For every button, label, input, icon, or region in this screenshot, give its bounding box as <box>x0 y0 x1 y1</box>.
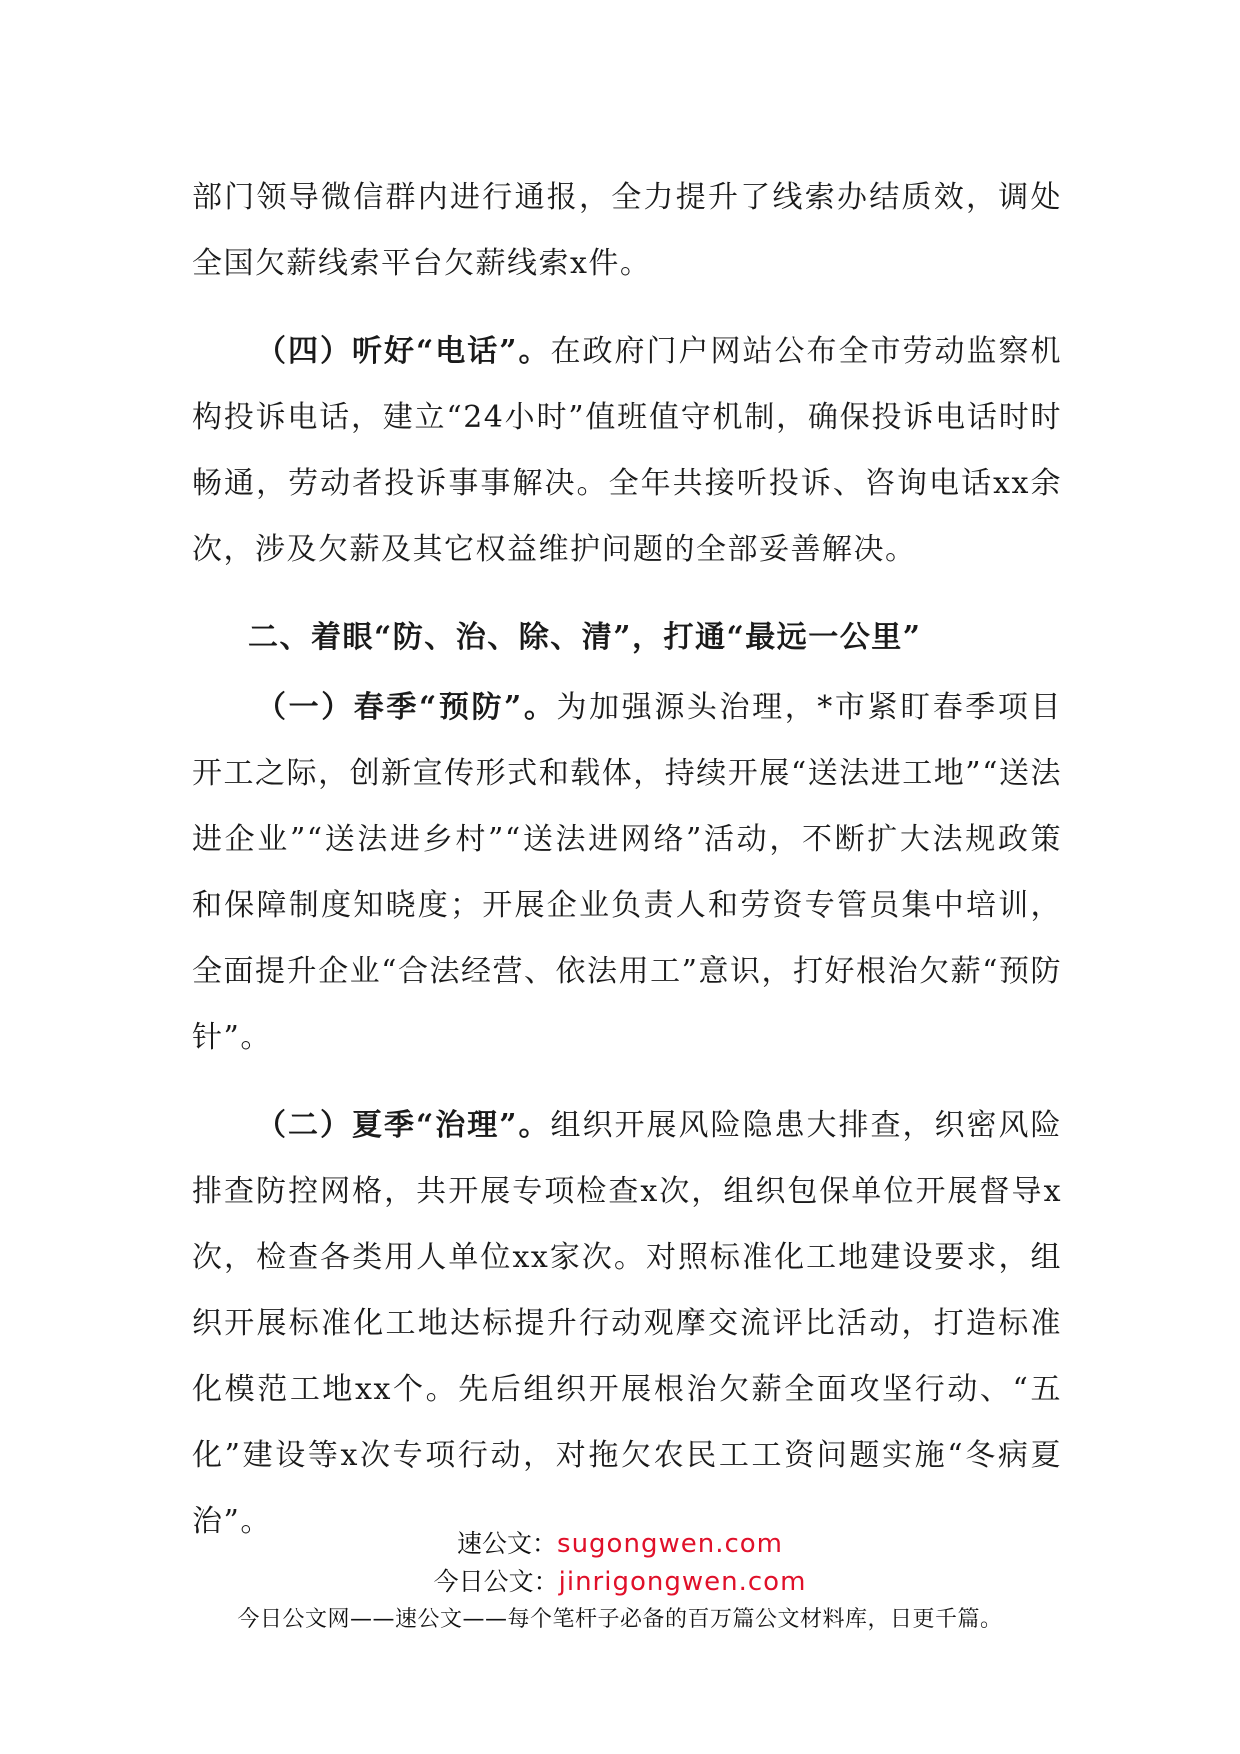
paragraph-listen-phone <box>192 319 1062 583</box>
footer-line-jinrigongwen <box>0 1563 1240 1601</box>
section-heading: 二、着眼“防、治、除、清”，打通“最远一公里” <box>248 620 922 655</box>
paragraph-lead: （四）听好“电话”。 <box>256 334 551 369</box>
paragraph-text: 组织开展风险隐患大排查，织密风险排查防控网格，共开展专项检查x次，组织包保单位开展督导x次，检查各类用人单位xx家次。对照标准化工地建设要求，组织开展标准化工地达标提升行动观摩交流评比活动，打造标准化模范工地xx个。先后组织开展根治欠薪全面攻坚行动、“五化”建设等x次专项行动，对拖欠农民工工资问题实施“冬病夏治”。 <box>192 1108 1063 1539</box>
paragraph-spring-prevention <box>192 675 1062 1071</box>
footer-label: 速公文： <box>457 1529 558 1558</box>
paragraph-continuation <box>192 165 1062 297</box>
paragraph-lead: （二）夏季“治理”。 <box>256 1108 551 1143</box>
footer-link-sugongwen[interactable]: sugongwen.com <box>557 1529 783 1559</box>
document-body <box>192 165 1062 1577</box>
footer-tagline: 今日公文网——速公文——每个笔杆子必备的百万篇公文材料库，日更千篇。 <box>237 1607 1003 1632</box>
paragraph-summer-governance <box>192 1093 1062 1555</box>
paragraph-text: 在政府门户网站公布全市劳动监察机构投诉电话，建立“24小时”值班值守机制，确保投诉电话时时畅通，劳动者投诉事事解决。全年共接听投诉、咨询电话xx余次，涉及欠薪及其它权益维护问题的全部妥善解决。 <box>192 334 1063 567</box>
footer-link-jinrigongwen[interactable]: jinrigongwen.com <box>558 1567 807 1597</box>
paragraph-text: 部门领导微信群内进行通报，全力提升了线索办结质效，调处全国欠薪线索平台欠薪线索x件。 <box>192 180 1062 281</box>
footer-label: 今日公文： <box>433 1567 559 1596</box>
paragraph-lead: （一）春季“预防”。 <box>256 690 557 725</box>
footer-line-sugongwen <box>0 1525 1240 1563</box>
paragraph-text: 为加强源头治理，*市紧盯春季项目开工之际，创新宣传形式和载体，持续开展“送法进工地”“送法进企业”“送法进乡村”“送法进网络”活动，不断扩大法规政策和保障制度知晓度；开展企业负责人和劳资专管员集中培训，全面提升企业“合法经营、依法用工”意识，打好根治欠薪“预防针”。 <box>192 690 1063 1055</box>
watermark-footer <box>0 1525 1240 1639</box>
